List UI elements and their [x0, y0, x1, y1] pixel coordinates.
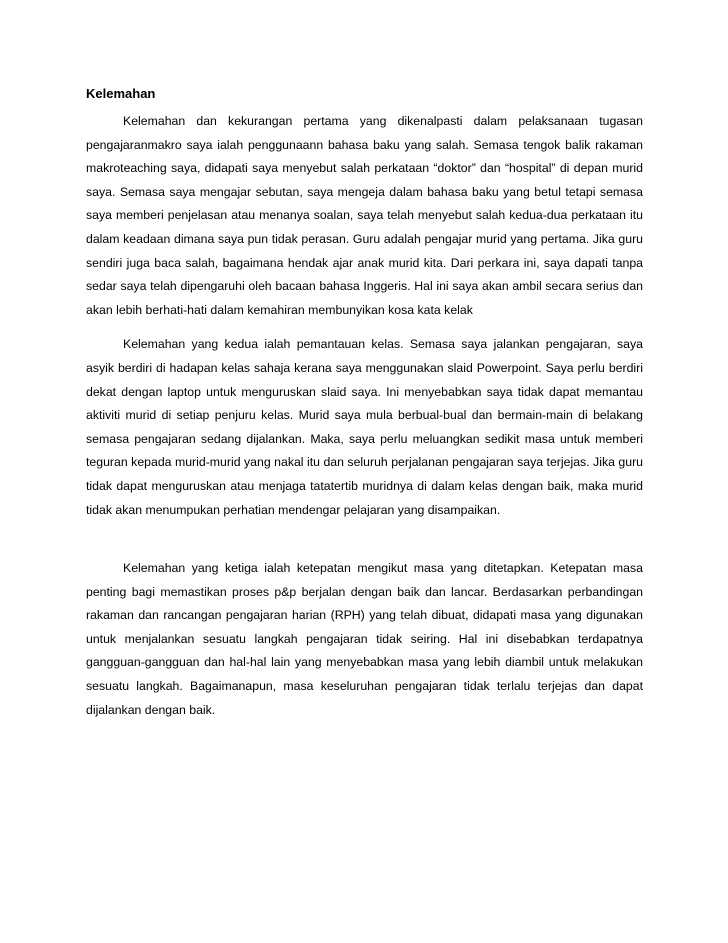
document-page [86, 86, 643, 722]
paragraph-spacer [86, 322, 643, 333]
section-heading: Kelemahan [86, 86, 156, 101]
paragraph-spacer [86, 522, 643, 557]
paragraph-first-weakness: Kelemahan dan kekurangan pertama yang dikenalpasti dalam pelaksanaan tugasan pengajaranmakro saya ialah penggunaann bahasa baku yang salah. Semasa tengok balik rakaman makroteaching saya, didapati saya menyebut salah perkataan “doktor” dan “hospital” di depan murid saya. Semasa saya mengajar sebutan, saya mengeja dalam bahasa baku yang betul tetapi semasa saya memberi penjelasan atau menanya soalan, saya telah menyebut salah kedua-dua perkataan itu dalam keadaan dimana saya pun tidak perasan. Guru adalah pengajar murid yang pertama. Jika guru sendiri juga baca salah, bagaimana hendak ajar anak murid kita. Dari perkara ini, saya dapati tanpa sedar saya telah dipengaruhi oleh bacaan bahasa Inggeris. Hal ini saya akan ambil secara serius dan akan lebih berhati-hati dalam kemahiran membunyikan kosa kata kelak [86, 114, 643, 317]
paragraph-second-weakness: Kelemahan yang kedua ialah pemantauan kelas. Semasa saya jalankan pengajaran, saya asyik berdiri di hadapan kelas sahaja kerana saya menggunakan slaid Powerpoint. Saya perlu berdiri dekat dengan laptop untuk menguruskan slaid saya. Ini menyebabkan saya tidak dapat memantau aktiviti murid di setiap penjuru kelas. Murid saya mula berbual-bual dan bermain-main di belakang semasa pengajaran sedang dijalankan. Maka, saya perlu meluangkan sedikit masa untuk memberi teguran kepada murid-murid yang nakal itu dan seluruh perjalanan pengajaran saya terjejas. Jika guru tidak dapat menguruskan atau menjaga tatatertib muridnya di dalam kelas dengan baik, maka murid tidak akan menumpukan perhatian mendengar pelajaran yang disampaikan. [86, 337, 643, 517]
paragraph-third-weakness: Kelemahan yang ketiga ialah ketepatan mengikut masa yang ditetapkan. Ketepatan masa penting bagi memastikan proses p&p berjalan dengan baik dan lancar. Berdasarkan perbandingan rakaman dan rancangan pengajaran harian (RPH) yang telah dibuat, didapati masa yang digunakan untuk menjalankan sesuatu langkah pengajaran tidak seiring. Hal ini disebabkan terdapatnya gangguan-gangguan dan hal-hal lain yang menyebabkan masa yang lebih diambil untuk melakukan sesuatu langkah. Bagaimanapun, masa keseluruhan pengajaran tidak terlalu terjejas dan dapat dijalankan dengan baik. [86, 561, 643, 717]
